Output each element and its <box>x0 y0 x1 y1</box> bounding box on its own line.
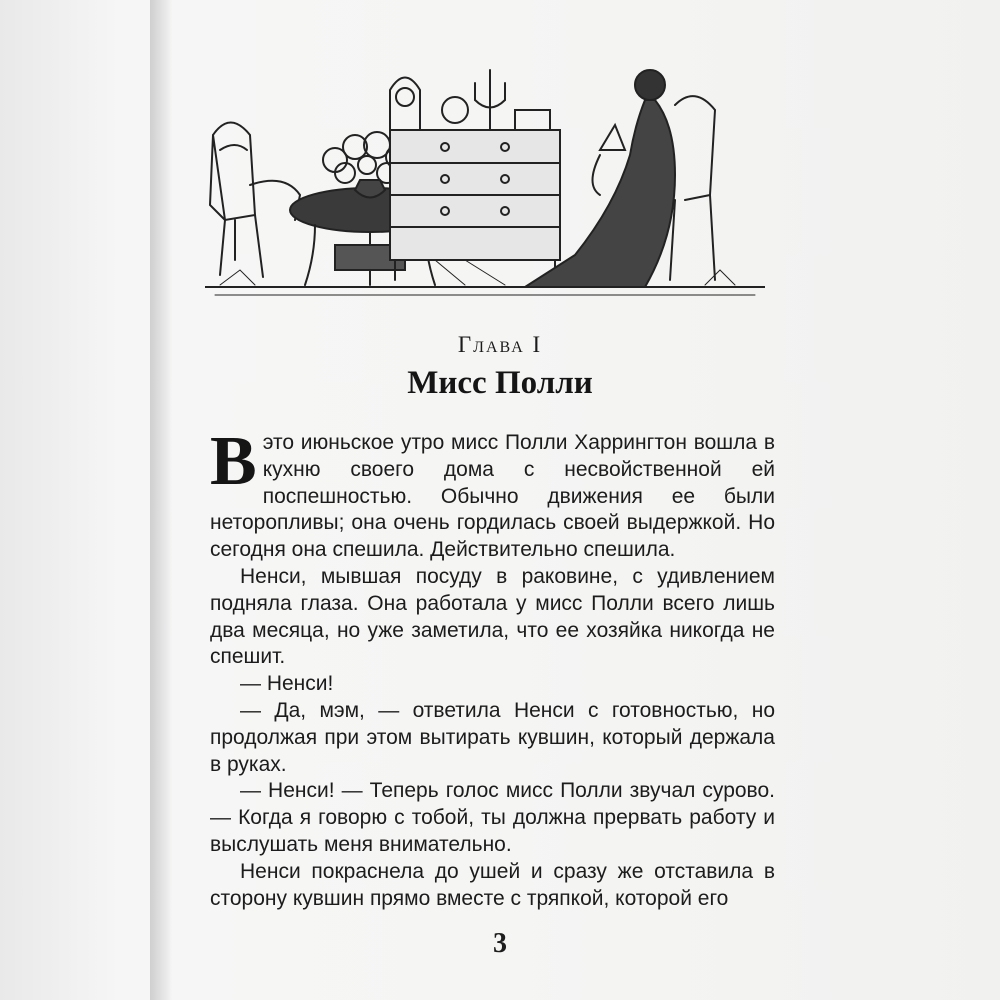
armchair-left-icon <box>210 123 300 278</box>
drop-cap: В <box>210 423 257 500</box>
chapter-illustration <box>205 55 765 305</box>
page-gutter-shadow <box>150 0 172 1000</box>
page-number: 3 <box>493 928 507 959</box>
candelabra-icon <box>475 70 505 130</box>
chapter-body <box>210 423 775 912</box>
armchair-right-icon <box>670 96 715 280</box>
chapter-label: Глава I <box>457 332 543 357</box>
book-box-icon <box>515 110 550 130</box>
mantel-clock-icon <box>390 78 420 131</box>
paragraph: — Да, мэм, — ответила Ненси с готовностью, но продолжая при этом вытирать кувшин, который держала в руках. <box>210 698 775 776</box>
chapter-title: Мисс Полли <box>407 365 593 401</box>
chest-of-drawers-icon <box>390 130 560 280</box>
paragraph: — Ненси! — Теперь голос мисс Полли звучал сурово. — Когда я говорю с тобой, ты должна прервать работу и выслушать меня внимательно. <box>210 779 775 856</box>
paragraph: Ненси, мывшая посуду в раковине, с удивлением подняла глаза. Она работала у мисс Полли всего лишь два месяца, но уже заметила, что ее хозяйка никогда не спешит. <box>210 564 775 669</box>
paragraph: — Ненси! <box>240 672 334 696</box>
paragraph: Ненси покраснела до ушей и сразу же отставила в сторону кувшин прямо вместе с тряпкой, которой его <box>210 859 775 910</box>
decorative-plate-icon <box>442 97 468 123</box>
paragraph <box>210 423 775 564</box>
paragraph-text: это июньское утро мисс Полли Харрингтон вошла в кухню своего дома с несвойственной ей поспешностью. Обычно движения ее были неторопливы; она очень гордилась своей выдержкой. Но сегодня она спешила. Действительно спешила. <box>210 431 775 562</box>
